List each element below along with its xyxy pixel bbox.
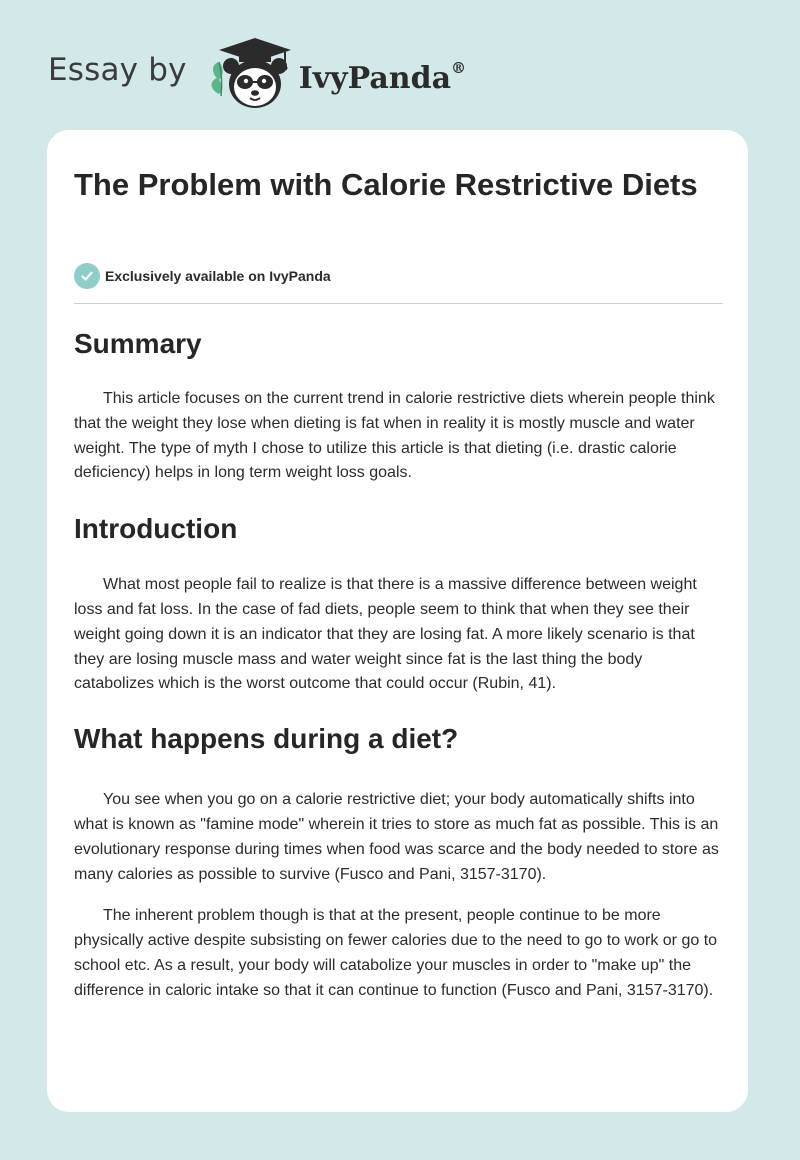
- check-icon: [74, 263, 100, 289]
- exclusive-label: Exclusively available on IvyPanda: [105, 268, 331, 284]
- exclusive-badge: [74, 263, 331, 289]
- paragraph: What most people fail to realize is that there is a massive difference between weight loss and fat loss. In the case of fad diets, people seem to think that when they see their weight going down it is an indicator that they are losing fat. A more likely scenario is that they are losing muscle mass and water weight since fat is the last thing the body catabolizes which is the worst outcome that could occur (Rubin, 41).: [74, 576, 697, 693]
- panda-graduate-icon[interactable]: [205, 36, 295, 112]
- brand-text: IvyPanda: [298, 60, 452, 96]
- paragraph: You see when you go on a calorie restrictive diet; your body automatically shifts into what is known as "famine mode" wherein it tries to store as much fat as possible. This is an evolutionary response during times when food was scarce and the body needed to store as many calories as possible to survive (Fusco and Pani, 3157-3170).: [74, 791, 719, 883]
- paragraph: This article focuses on the current trend in calorie restrictive diets wherein people think that the weight they lose when dieting is fat when in reality it is mostly muscle and water weight. The type of myth I chose to utilize this article is that dieting (i.e. drastic calorie deficiency) helps in long term weight loss goals.: [74, 390, 715, 482]
- divider: [74, 303, 723, 304]
- section-heading-summary: Summary: [74, 328, 202, 359]
- section-heading-introduction: Introduction: [74, 513, 238, 545]
- site-header: [48, 34, 466, 114]
- essay-body: [74, 320, 724, 1004]
- section-heading-diet: What happens during a diet?: [74, 723, 459, 755]
- paragraph: The inherent problem though is that at the present, people continue to be more physically active despite subsisting on fewer calories due to the need to go to work or go to school etc. As a result, your body will catabolize your muscles in order to "make up" the difference in caloric intake so that it can continue to function (Fusco and Pani, 3157-3170).: [74, 907, 718, 999]
- essay-by-label: Essay by: [48, 52, 187, 88]
- page-title: The Problem with Calorie Restrictive Diets: [74, 167, 698, 202]
- registered-mark: ®: [451, 58, 467, 77]
- essay-card: [47, 130, 748, 1112]
- brand-name[interactable]: [298, 58, 467, 96]
